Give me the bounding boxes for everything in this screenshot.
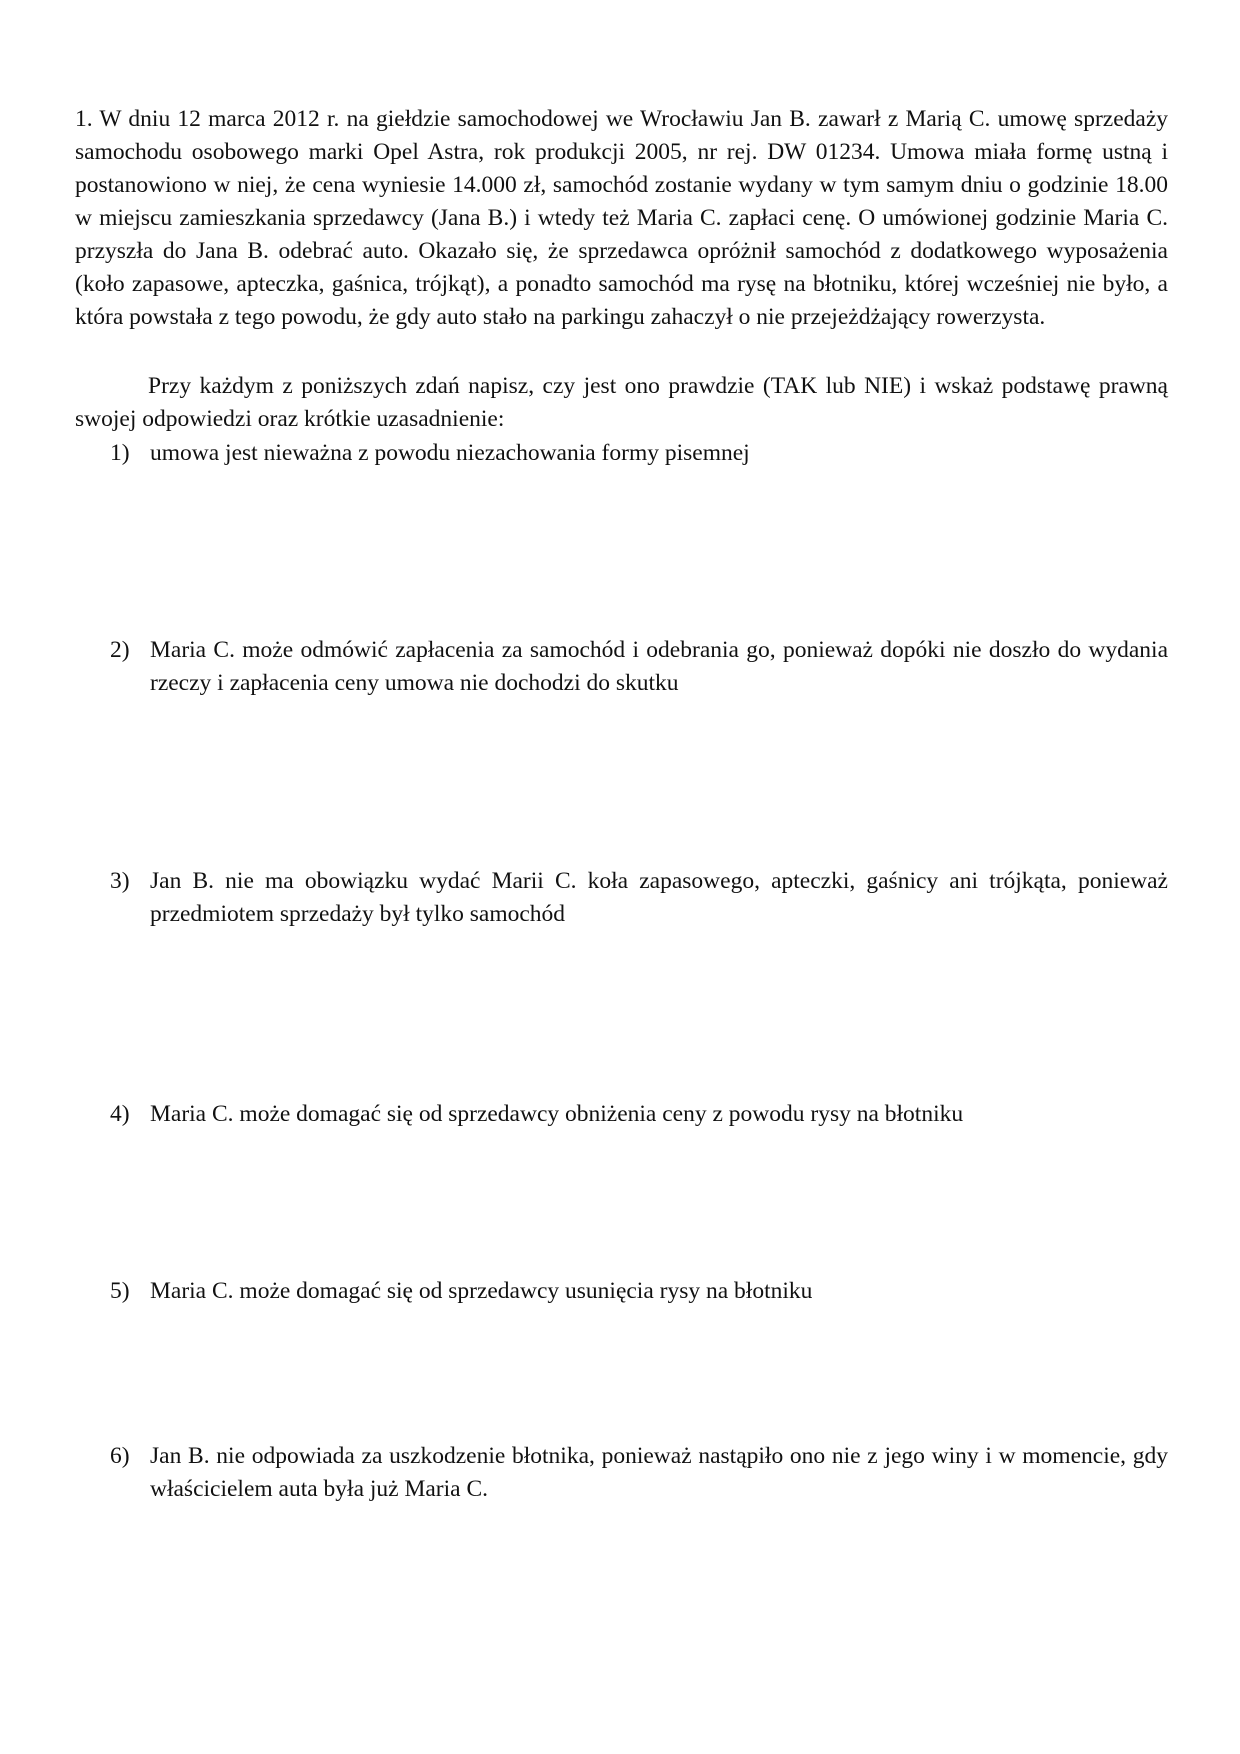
question-item: [110, 1275, 1168, 1308]
question-number: 1): [110, 440, 130, 466]
question-text: Jan B. nie ma obowiązku wydać Marii C. koła zapasowego, apteczki, gaśnicy ani trójkąta, ponieważ przedmiotem sprzedaży był tylko samochód: [150, 868, 1168, 927]
question-item: [110, 865, 1168, 931]
instruction-paragraph: Przy każdym z poniższych zdań napisz, czy jest ono prawdzie (TAK lub NIE) i wskaż podstawę prawną swojej odpowiedzi oraz krótkie uzasadnienie:: [75, 373, 1168, 432]
problem-statement: 1. W dniu 12 marca 2012 r. na giełdzie samochodowej we Wrocławiu Jan B. zawarł z Marią C. umowę sprzedaży samochodu osobowego marki Opel Astra, rok produkcji 2005, nr rej. DW 01234. Umowa miała formę ustną i postanowiono w niej, że cena wyniesie 14.000 zł, samochód zostanie wydany w tym samym dniu o godzinie 18.00 w miejscu zamieszkania sprzedawcy (Jana B.) i wtedy też Maria C. zapłaci cenę. O umówionej godzinie Maria C. przyszła do Jana B. odebrać auto. Okazało się, że sprzedawca opróżnił samochód z dodatkowego wyposażenia (koło zapasowe, apteczka, gaśnica, trójkąt), a ponadto samochód ma rysę na błotniku, której wcześniej nie było, a która powstała z tego powodu, że gdy auto stało na parkingu zahaczył o nie przejeżdżający rowerzysta.: [75, 106, 1168, 330]
question-item: [110, 437, 1168, 470]
question-number: 5): [110, 1278, 130, 1304]
question-item: [110, 634, 1168, 700]
question-text: Maria C. może domagać się od sprzedawcy usunięcia rysy na błotniku: [150, 1278, 813, 1304]
question-item: [110, 1440, 1168, 1506]
question-number: 6): [110, 1443, 130, 1469]
question-text: Jan B. nie odpowiada za uszkodzenie błotnika, ponieważ nastąpiło ono nie z jego winy i w momencie, gdy właścicielem auta była już Maria C.: [150, 1443, 1168, 1502]
question-number: 2): [110, 637, 130, 663]
question-number: 4): [110, 1101, 130, 1127]
question-item: [110, 1098, 1168, 1131]
question-number: 3): [110, 868, 130, 894]
question-text: Maria C. może domagać się od sprzedawcy obniżenia ceny z powodu rysy na błotniku: [150, 1101, 964, 1127]
question-text: Maria C. może odmówić zapłacenia za samochód i odebrania go, ponieważ dopóki nie doszło do wydania rzeczy i zapłacenia ceny umowa nie dochodzi do skutku: [150, 637, 1168, 696]
question-text: umowa jest nieważna z powodu niezachowania formy pisemnej: [150, 440, 750, 466]
